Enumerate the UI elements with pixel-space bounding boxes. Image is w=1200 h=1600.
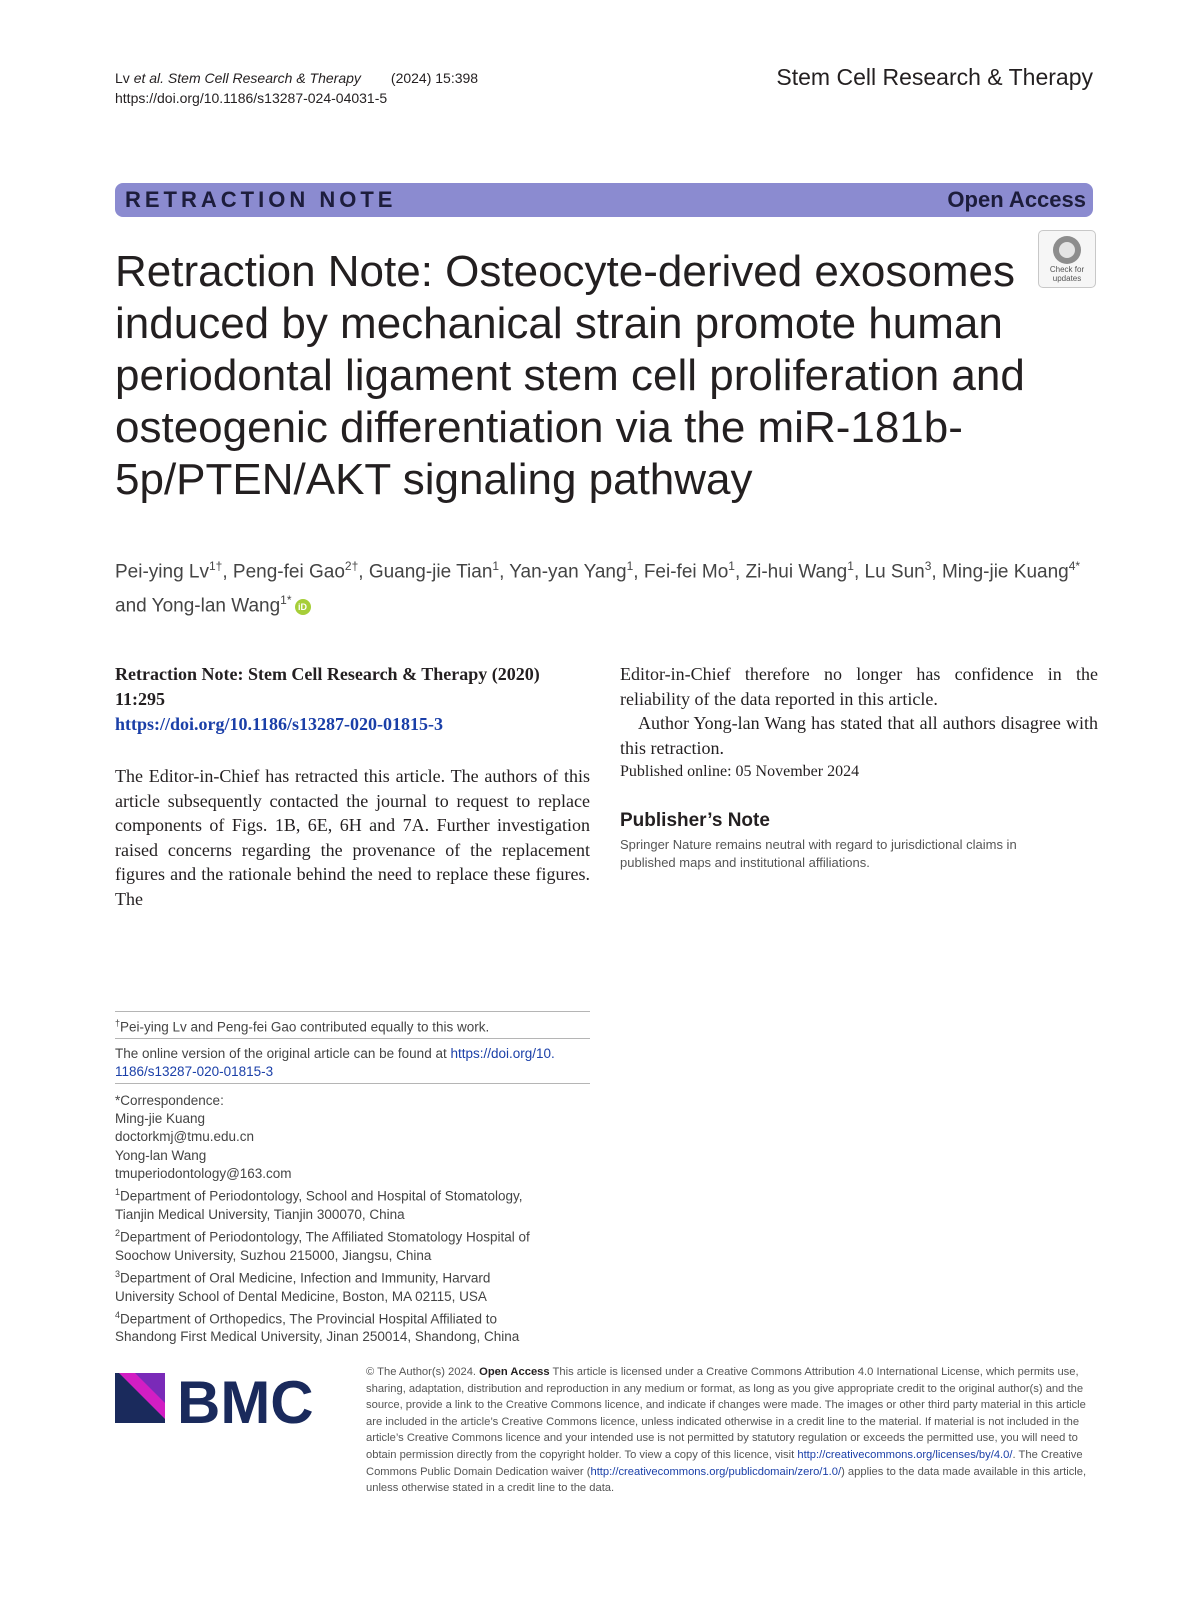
affiliation-number: 1 (115, 1187, 121, 1198)
body-paragraph-2: Author Yong-lan Wang has stated that all authors disagree with this retraction. (620, 713, 1098, 758)
author-separator: , (633, 561, 644, 583)
published-date: Published online: 05 November 2024 (620, 763, 860, 780)
waiver-link[interactable]: http://creativecommons.org/publicdomain/zero/1.0/ (590, 1465, 842, 1478)
affiliation-4-line2: Shandong First Medical University, Jinan 250014, Shandong, China (115, 1329, 520, 1345)
equal-contribution-text: Pei-ying Lv and Peng-fei Gao contributed equally to this work. (120, 1019, 490, 1035)
author-separator: , (222, 561, 233, 583)
dagger-mark: † (115, 1018, 121, 1028)
check-updates-line2: updates (1052, 274, 1082, 283)
affiliation-text: Department of Periodontology, The Affiliated Stomatology Hospital of (120, 1229, 530, 1245)
author-separator: and (115, 595, 152, 617)
check-updates-icon (1053, 236, 1081, 264)
journal-italic: Stem Cell Research & Therapy (164, 70, 361, 86)
contact-email[interactable]: tmuperiodontology@163.com (115, 1165, 292, 1181)
license-text-2: . The Creative Commons Public Domain Dedication waiver ( (366, 1448, 1083, 1478)
affiliation-text: Department of Periodontology, School and Hospital of Stomatology, (120, 1188, 523, 1204)
article-type: RETRACTION NOTE (125, 187, 397, 212)
affiliation-1-line1 (115, 1183, 585, 1206)
affiliation-number: 2 (115, 1227, 121, 1238)
license-link[interactable]: http://creativecommons.org/licenses/by/4.0/ (797, 1448, 1013, 1461)
author-affiliation-mark: 2† (344, 559, 359, 573)
affiliation-2-line1 (115, 1224, 585, 1247)
original-doi-link[interactable]: https://doi.org/10.1186/s13287-020-01815-3 (115, 714, 444, 734)
body-text-right (620, 662, 1098, 785)
equal-contribution-note (115, 1018, 489, 1035)
affiliation-2-line2: Soochow University, Suzhou 215000, Jiangsu, China (115, 1247, 432, 1263)
license-open-access: Open Access (479, 1366, 550, 1378)
affiliation-1-line2: Tianjin Medical University, Tianjin 300070, China (115, 1206, 405, 1222)
author-name[interactable]: Yong-lan Wang (151, 595, 281, 617)
affiliation-number: 3 (115, 1268, 121, 1279)
contact-line: Yong-lan Wang (115, 1147, 207, 1163)
author-affiliation-mark: 1† (209, 559, 223, 573)
footnote-divider (115, 1083, 590, 1084)
author-short: Lv (115, 70, 134, 86)
contact-email[interactable]: doctorkmj@tmu.edu.cn (115, 1129, 255, 1145)
correspondence-block (115, 1092, 585, 1347)
author-list (115, 552, 1100, 621)
online-version-link[interactable]: https://doi.org/10.1186/s13287-020-01815-3 (115, 1046, 555, 1079)
original-article-citation (115, 662, 590, 737)
open-access-label: Open Access (947, 187, 1086, 212)
author-name[interactable]: Fei-fei Mo (643, 561, 729, 583)
correspondence-label: *Correspondence: (115, 1093, 224, 1108)
check-for-updates-badge[interactable] (1038, 230, 1096, 288)
affiliation-text: Department of Orthopedics, The Provincial Hospital Affiliated to (120, 1311, 497, 1327)
author-separator: , (499, 561, 510, 583)
affiliation-text: Department of Oral Medicine, Infection and Immunity, Harvard (120, 1270, 491, 1286)
author-name[interactable]: Zi-hui Wang (745, 561, 848, 583)
bmc-logo (115, 1365, 335, 1429)
running-header (115, 68, 478, 108)
affiliation-3-line1 (115, 1265, 585, 1288)
body-continuation: Editor-in-Chief therefore no longer has confidence in the reliability of the data reported in this article. (620, 664, 1098, 709)
author-separator: , (853, 561, 865, 583)
author-name[interactable]: Pei-ying Lv (115, 561, 209, 583)
author-name[interactable]: Lu Sun (864, 561, 925, 583)
publishers-note-text: Springer Nature remains neutral with regard to jurisdictional claims in published maps and institutional affiliations. (620, 837, 1017, 870)
online-version-note (115, 1045, 555, 1081)
logo-text: BMC (177, 1369, 314, 1429)
article-type-band (115, 183, 1093, 217)
header-doi[interactable]: https://doi.org/10.1186/s13287-024-04031-5 (115, 90, 388, 106)
author-separator: , (734, 561, 746, 583)
author-separator: , (931, 561, 942, 583)
author-name[interactable]: Guang-jie Tian (368, 561, 493, 583)
affiliation-4-line1 (115, 1306, 585, 1329)
author-affiliation-mark: 1 (728, 559, 735, 573)
license-text-3: ) applies to the data made available in this article, unless otherwise stated in a credit line to the data. (366, 1465, 1087, 1495)
author-affiliation-mark: 3 (924, 559, 932, 573)
author-name[interactable]: Ming-jie Kuang (941, 561, 1069, 583)
article-title: Retraction Note: Osteocyte-derived exosomes induced by mechanical strain promote human periodontal ligament stem cell proliferation and osteogenic differentiation via the miR-181b-5p/PTEN/AKT signaling pathway (115, 247, 1025, 504)
journal-name: Stem Cell Research & Therapy (776, 64, 1093, 90)
license-statement (366, 1364, 1099, 1497)
author-affiliation-mark: 1 (847, 559, 854, 573)
author-separator: , (358, 561, 369, 583)
contact-line: Ming-jie Kuang (115, 1111, 206, 1127)
check-updates-line1: Check for (1049, 265, 1085, 274)
copyright: © The Author(s) 2024. (366, 1366, 477, 1378)
original-citation-text: Retraction Note: Stem Cell Research & Therapy (2020) 11:295 (115, 664, 540, 709)
orcid-icon[interactable]: iD (295, 599, 311, 615)
publishers-note-heading: Publisher’s Note (620, 810, 770, 831)
author-affiliation-mark: 1 (626, 559, 634, 573)
footnote-divider (115, 1011, 590, 1012)
author-affiliation-mark: 1* (280, 593, 292, 608)
author-name[interactable]: Peng-fei Gao (232, 561, 345, 583)
author-affiliation-mark: 4* (1068, 559, 1081, 573)
volume-ref: (2024) 15:398 (390, 70, 479, 86)
citation-line (115, 68, 478, 88)
online-version-prefix: The online version of the original article can be found at (115, 1046, 451, 1061)
license-text-1: This article is licensed under a Creative Commons Attribution 4.0 International License, which permits use, sharing, adaptation, distribution and reproduction in any medium or format, as long as you give appropriate credit to the original author(s) and the source, provide a link to the Creative Commons licence, and indicate if changes were made. The images or other third party material in this article are included in the article’s Creative Commons licence, unless indicated otherwise in a credit line to the material. If material is not included in the article’s Creative Commons licence and your intended use is not permitted by statutory regulation or exceeds the permitted use, you will need to obtain permission directly from the copyright holder. To view a copy of this licence, visit (366, 1366, 1086, 1461)
affiliation-3-line2: University School of Dental Medicine, Boston, MA 02115, USA (115, 1288, 487, 1304)
affiliation-number: 4 (115, 1309, 121, 1320)
author-name[interactable]: Yan-yan Yang (509, 561, 627, 583)
author-affiliation-mark: 1 (492, 559, 500, 573)
footnote-divider (115, 1038, 590, 1039)
body-text-left: The Editor-in-Chief has retracted this article. The authors of this article subsequently contacted the journal to request to replace components of Figs. 1B, 6E, 6H and 7A. Further investigation raised concerns regarding the provenance of the replacement figures and the rationale behind the need to replace these figures. The (115, 766, 590, 909)
et-al: et al. (133, 70, 165, 86)
